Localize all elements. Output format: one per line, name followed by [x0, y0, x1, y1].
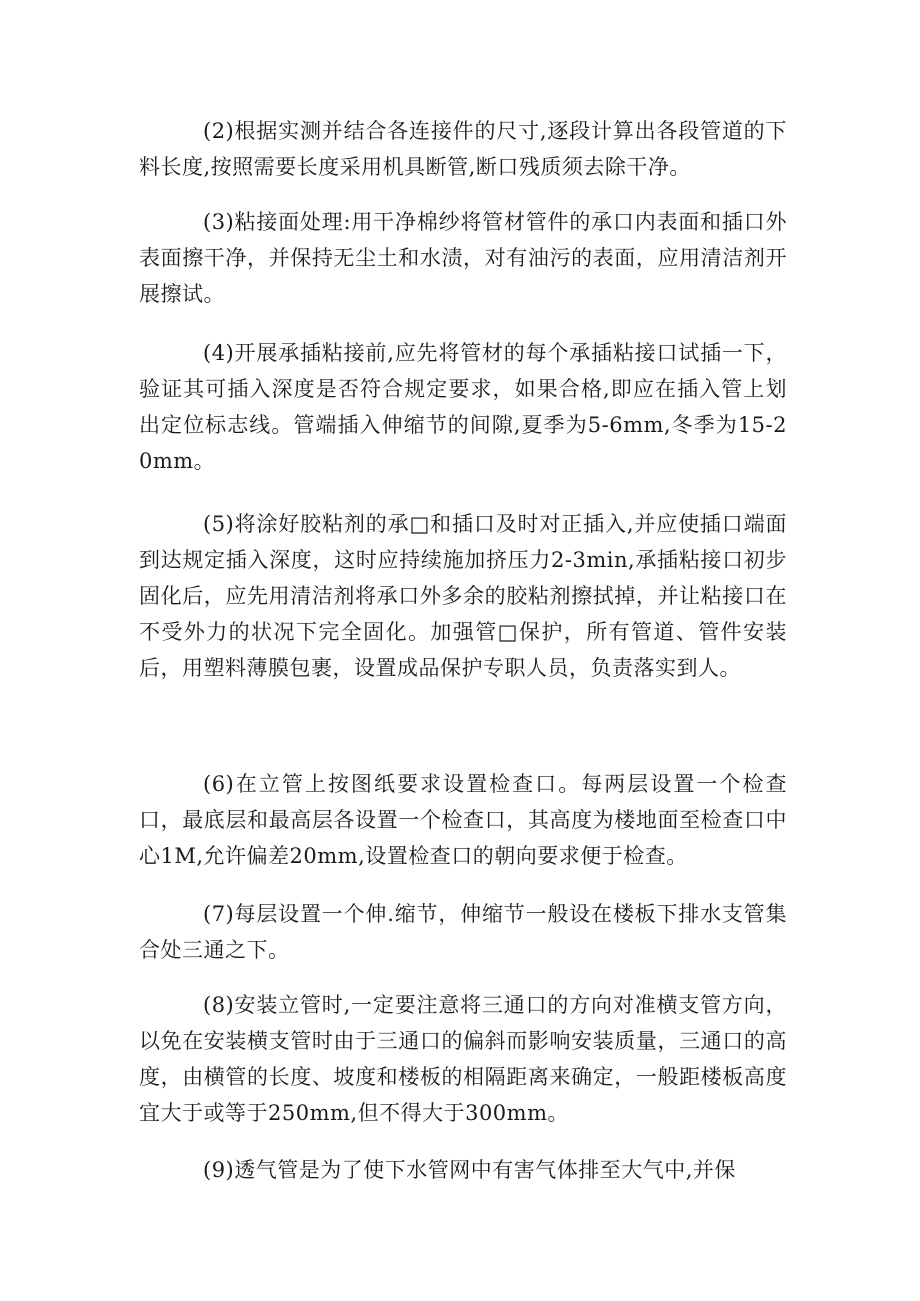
- paragraph-3: (3)粘接面处理:用干净棉纱将管材管件的承口内表面和插口外表面擦干净，并保持无尘土和水渍，对有油污的表面，应用清洁剂开展擦试。: [139, 210, 787, 306]
- paragraph-9: (9)透气管是为了使下水管网中有害气体排至大气中,并保: [203, 1158, 736, 1182]
- paragraph-5: (5)将涂好胶粘剂的承□和插口及时对正插入,并应使插口端面到达规定插入深度，这时应持续施加挤压力2-3min,承插粘接口初步固化后，应先用清洁剂将承口外多余的胶粘剂擦拭掉，并让粘接口在不受外力的状况下完全固化。加强管□保护，所有管道、管件安装后，用塑料薄膜包裹，设置成品保护专职人员，负责落实到人。: [139, 512, 787, 680]
- paragraph-7: (7)每层设置一个伸.缩节，伸缩节一般设在楼板下排水支管集合处三通之下。: [139, 902, 787, 962]
- paragraph-2: (2)根据实测并结合各连接件的尺寸,逐段计算出各段管道的下料长度,按照需要长度采用机具断管,断口残质须去除干净。: [139, 119, 787, 179]
- paragraph-6: (6)在立管上按图纸要求设置检查口。每两层设置一个检查口，最底层和最高层各设置一个检查口，其高度为楼地面至检查口中心1M,允许偏差20mm,设置检查口的朝向要求便于检查。: [139, 772, 787, 868]
- paragraph-4: (4)开展承插粘接前,应先将管材的每个承插粘接口试插一下，验证其可插入深度是否符合规定要求，如果合格,即应在插入管上划出定位标志线。管端插入伸缩节的间隙,夏季为5-6mm,冬季为15-20mm。: [139, 341, 787, 473]
- paragraph-8: (8)安装立管时,一定要注意将三通口的方向对准横支管方向，以免在安装横支管时由于三通口的偏斜而影响安装质量，三通口的高度，由横管的长度、坡度和楼板的相隔距离来确定，一般距楼板高度宜大于或等于250mm,但不得大于300mm。: [139, 993, 787, 1125]
